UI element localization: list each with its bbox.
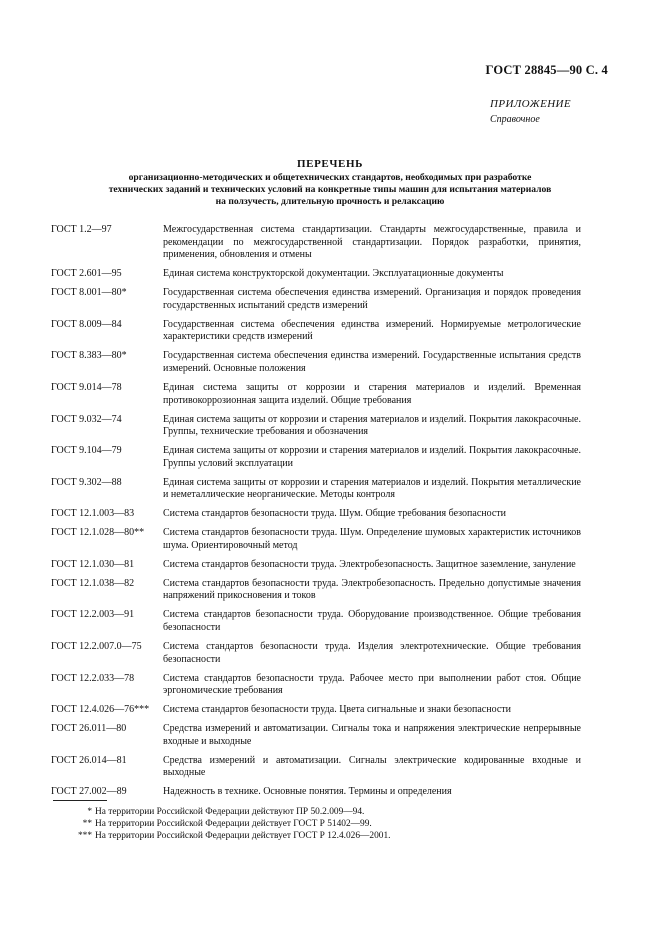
standard-code: ГОСТ 2.601—95 <box>51 268 122 280</box>
standard-code: ГОСТ 12.2.007.0—75 <box>51 640 142 652</box>
standard-description: Система стандартов безопасности труда. Шум. Определение шумовых характеристик источников шума. Ориентировочный метод <box>163 527 581 551</box>
standard-code: ГОСТ 1.2—97 <box>51 224 112 235</box>
list-item <box>51 755 581 780</box>
standard-description: Государственная система обеспечения единства измерений. Организация и порядок проведения государственных испытаний средств измерений <box>163 287 581 311</box>
standard-description: Единая система конструкторской документации. Эксплуатационные документы <box>163 268 504 280</box>
list-item <box>51 224 581 262</box>
appendix-label: ПРИЛОЖЕНИЕ <box>490 98 571 110</box>
standard-code: ГОСТ 9.014—78 <box>51 381 122 393</box>
list-item <box>51 382 581 407</box>
list-item <box>51 508 581 521</box>
list-item <box>51 723 581 748</box>
footnote <box>76 806 391 818</box>
list-item <box>51 704 581 717</box>
list-item <box>51 350 581 375</box>
list-item <box>51 578 581 603</box>
standard-description: Единая система защиты от коррозии и старения материалов и изделий. Покрытия лакокрасочные. Группы условий эксплуатации <box>163 445 581 469</box>
standard-description: Надежность в технике. Основные понятия. Термины и определения <box>163 786 452 798</box>
standard-code: ГОСТ 9.032—74 <box>51 413 122 425</box>
footnote-divider <box>53 800 107 801</box>
standard-description: Единая система защиты от коррозии и старения материалов и изделий. Временная противокоррозионная защита изделий. Общие требования <box>163 381 581 406</box>
footnote-mark: ** <box>82 819 92 830</box>
list-item <box>51 527 581 552</box>
standard-description: Государственная система обеспечения единства измерений. Нормируемые метрологические характеристики средств измерений <box>163 318 581 343</box>
standard-description: Единая система защиты от коррозии и старения материалов и изделий. Покрытия лакокрасочные. Группы, технические требования и обозначения <box>163 413 581 438</box>
list-item <box>51 319 581 344</box>
standard-description: Межгосударственная система стандартизации. Стандарты межгосударственные, правила и рекомендации по межгосударственной стандартизации. Порядок разработки, принятия, применения, обновления и отмены <box>163 224 581 261</box>
standard-code: ГОСТ 12.2.033—78 <box>51 672 135 684</box>
footnote <box>76 818 391 830</box>
standard-code: ГОСТ 12.4.026—76*** <box>51 704 150 716</box>
title-subtitle-line: на ползучесть, длительную прочность и релаксацию <box>215 196 445 207</box>
standard-description: Система стандартов безопасности труда. Шум. Общие требования безопасности <box>163 508 507 520</box>
appendix-type: Справочное <box>490 114 540 125</box>
standard-description: Система стандартов безопасности труда. Рабочее место при выполнении работ стоя. Общие эргономические требования <box>163 672 581 697</box>
standard-code: ГОСТ 9.302—88 <box>51 476 122 488</box>
list-item <box>51 641 581 666</box>
page-header: ГОСТ 28845—90 С. 4 <box>485 63 608 77</box>
footnote-text: На территории Российской Федерации действует ГОСТ Р 12.4.026—2001. <box>95 831 391 842</box>
standard-code: ГОСТ 8.383—80* <box>51 350 127 362</box>
document-title-block <box>60 158 600 208</box>
list-item <box>51 445 581 470</box>
standard-code: ГОСТ 26.014—81 <box>51 754 127 766</box>
list-item <box>51 414 581 439</box>
footnote-mark: * <box>87 807 92 817</box>
standard-description: Средства измерений и автоматизации. Сигналы электрические кодированные входные и выходные <box>163 754 581 779</box>
standard-code: ГОСТ 9.104—79 <box>51 445 122 457</box>
standard-description: Государственная система обеспечения единства измерений. Государственные испытания средств измерений. Основные положения <box>163 350 581 375</box>
footnote-text: На территории Российской Федерации действует ГОСТ Р 51402—99. <box>95 819 372 830</box>
standard-code: ГОСТ 8.001—80* <box>51 287 127 299</box>
list-item <box>51 287 581 312</box>
standard-description: Единая система защиты от коррозии и старения материалов и изделий. Покрытия металлические и неметаллические неорганические. Методы контроля <box>163 476 581 501</box>
list-item <box>51 268 581 281</box>
list-item <box>51 477 581 502</box>
list-item <box>51 786 581 799</box>
standard-description: Система стандартов безопасности труда. Цвета сигнальные и знаки безопасности <box>163 704 511 716</box>
standard-code: ГОСТ 12.2.003—91 <box>51 609 135 621</box>
appendix-block <box>490 97 571 127</box>
standard-code: ГОСТ 8.009—84 <box>51 318 122 330</box>
standard-code: ГОСТ 12.1.028—80** <box>51 527 145 539</box>
standard-code: ГОСТ 26.011—80 <box>51 722 127 734</box>
standard-description: Система стандартов безопасности труда. Электробезопасность. Защитное заземление, зануление <box>163 558 576 570</box>
standard-code: ГОСТ 12.1.038—82 <box>51 577 135 589</box>
list-item <box>51 559 581 572</box>
standard-description: Средства измерений и автоматизации. Сигналы тока и напряжения электрические непрерывные входные и выходные <box>163 722 581 747</box>
list-item <box>51 609 581 634</box>
page-title: ПЕРЕЧЕНЬ <box>297 158 363 170</box>
footnote-text: На территории Российской Федерации действуют ПР 50.2.009—94. <box>95 807 365 817</box>
standards-list <box>51 224 581 805</box>
standard-code: ГОСТ 12.1.030—81 <box>51 558 135 570</box>
standard-description: Система стандартов безопасности труда. Электробезопасность. Предельно допустимые значения напряжений прикосновения и токов <box>163 577 581 602</box>
standard-code: ГОСТ 27.002—89 <box>51 786 127 798</box>
list-item <box>51 673 581 698</box>
standard-description: Система стандартов безопасности труда. Оборудование производственное. Общие требования безопасности <box>163 609 581 634</box>
footnote-mark: *** <box>77 831 92 842</box>
standard-description: Система стандартов безопасности труда. Изделия электротехнические. Общие требования безопасности <box>163 640 581 665</box>
standard-code: ГОСТ 12.1.003—83 <box>51 508 135 520</box>
footnotes <box>76 806 391 843</box>
title-subtitle-line: организационно-методических и общетехнических стандартов, необходимых при разработке <box>128 172 532 183</box>
footnote <box>76 830 391 842</box>
title-subtitle-line: технических заданий и технических условий на конкретные типы машин для испытания материалов <box>108 184 552 195</box>
